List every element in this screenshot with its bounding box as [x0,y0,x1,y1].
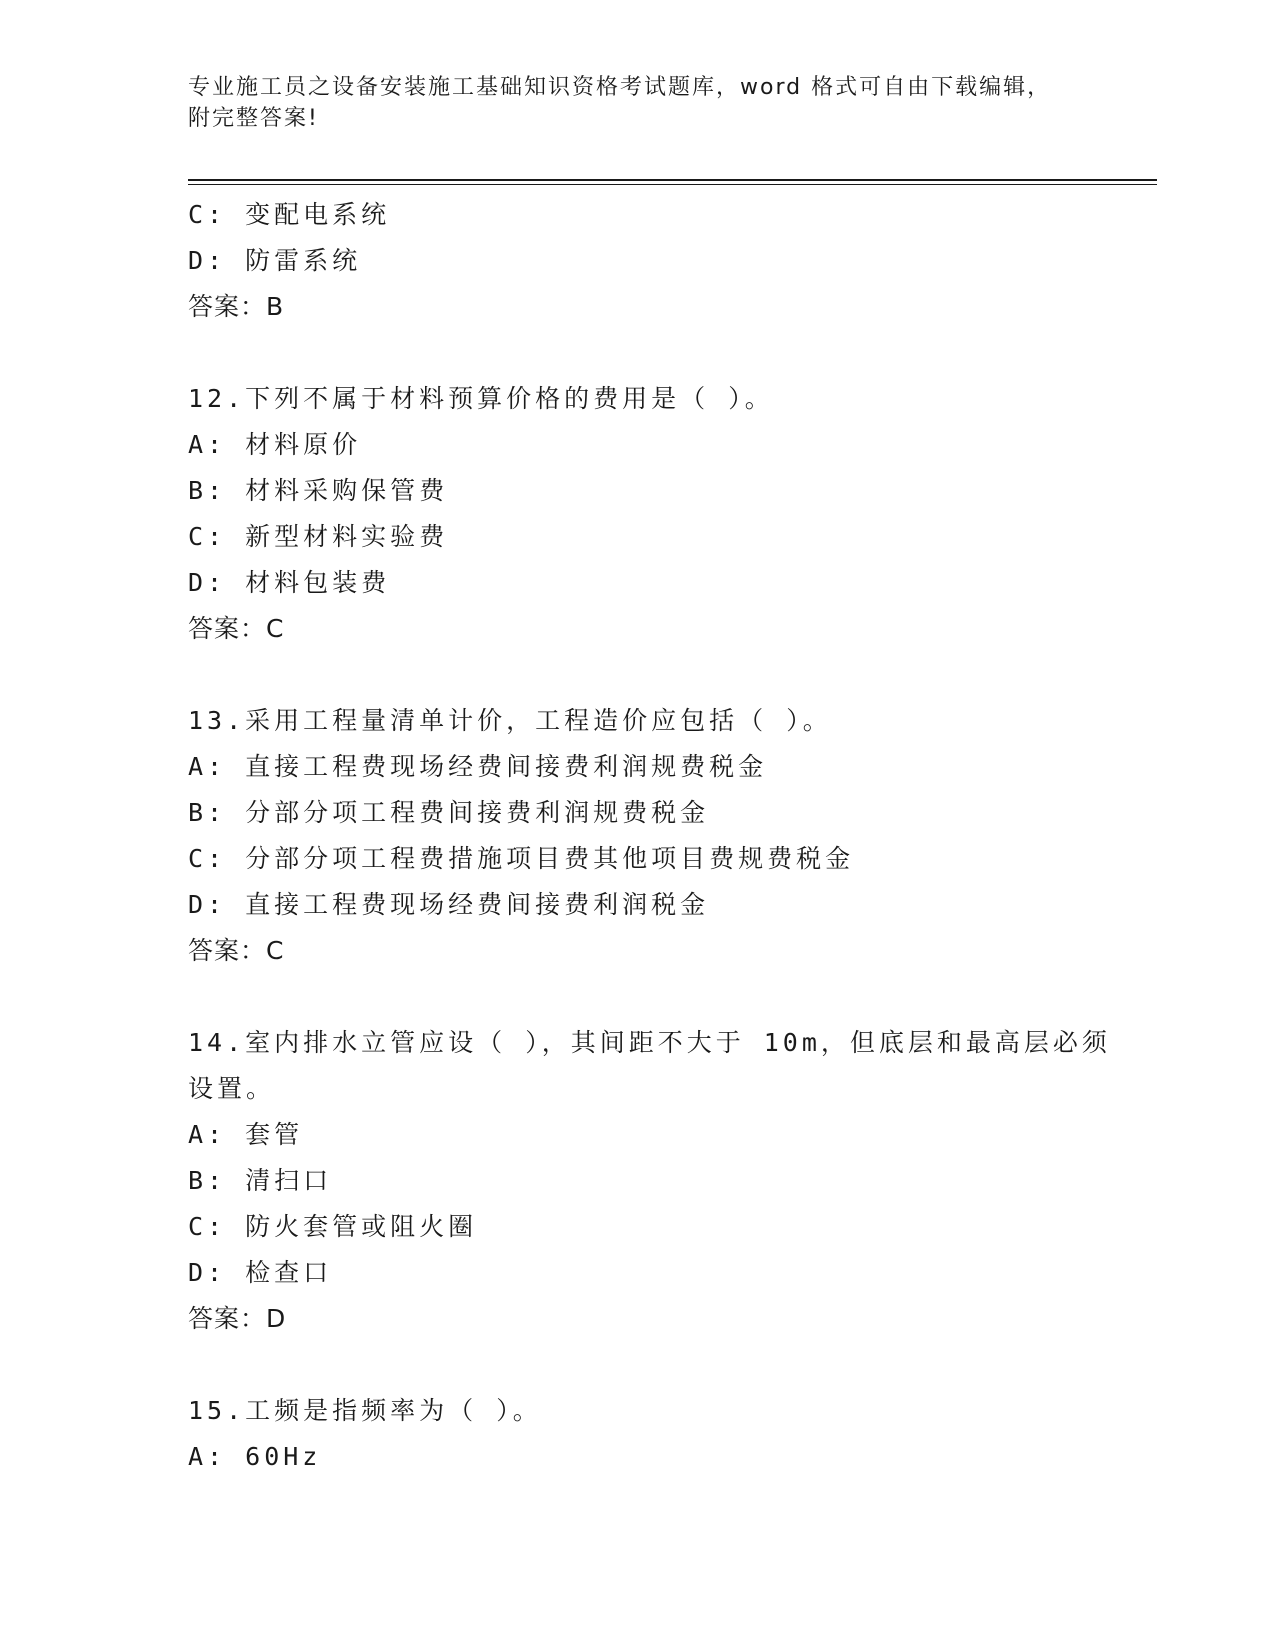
answer: 答案：D [188,1304,287,1333]
spacer [188,974,1088,1020]
question-stem-line-1: 14.室内排水立管应设（ ），其间距不大于 10m，但底层和最高层必须 [188,1028,1111,1057]
option-d: D: 防雷系统 [188,246,362,275]
answer: 答案：B [188,292,285,321]
option-c: C: 新型材料实验费 [188,522,449,551]
question-13 [188,698,1088,974]
header-divider-thick [188,179,1157,181]
header-line-1: 专业施工员之设备安装施工基础知识资格考试题库，word 格式可自由下载编辑， [188,75,1052,100]
option-c: C: 变配电系统 [188,200,391,229]
header-divider-thin [188,184,1157,185]
question-stem: 15.工频是指频率为（ ）。 [188,1396,542,1425]
answer: 答案：C [188,614,285,643]
option-d: D: 检查口 [188,1258,333,1287]
question-stem: 12.下列不属于材料预算价格的费用是（ ）。 [188,384,774,413]
spacer [188,330,1088,376]
question-stem-line-2: 设置。 [188,1074,276,1103]
option-a: A: 套管 [188,1120,304,1149]
question-stem: 13.采用工程量清单计价，工程造价应包括（ ）。 [188,706,832,735]
option-a: A: 直接工程费现场经费间接费利润规费税金 [188,752,768,781]
document-header [188,72,1068,134]
question-14 [188,1020,1111,1342]
option-b: B: 分部分项工程费间接费利润规费税金 [188,798,710,827]
header-line-2: 附完整答案! [188,106,319,131]
spacer [188,1342,1088,1388]
option-c: C: 分部分项工程费措施项目费其他项目费规费税金 [188,844,855,873]
option-b: B: 清扫口 [188,1166,333,1195]
answer: 答案：C [188,936,285,965]
option-b: B: 材料采购保管费 [188,476,449,505]
question-15 [188,1388,1088,1480]
spacer [188,652,1088,698]
question-11-partial [188,192,1088,330]
question-content [188,192,1111,1480]
question-12 [188,376,1088,652]
option-a: A: 材料原价 [188,430,362,459]
option-d: D: 直接工程费现场经费间接费利润税金 [188,890,710,919]
option-d: D: 材料包装费 [188,568,391,597]
option-a: A: 60Hz [188,1442,322,1471]
option-c: C: 防火套管或阻火圈 [188,1212,478,1241]
